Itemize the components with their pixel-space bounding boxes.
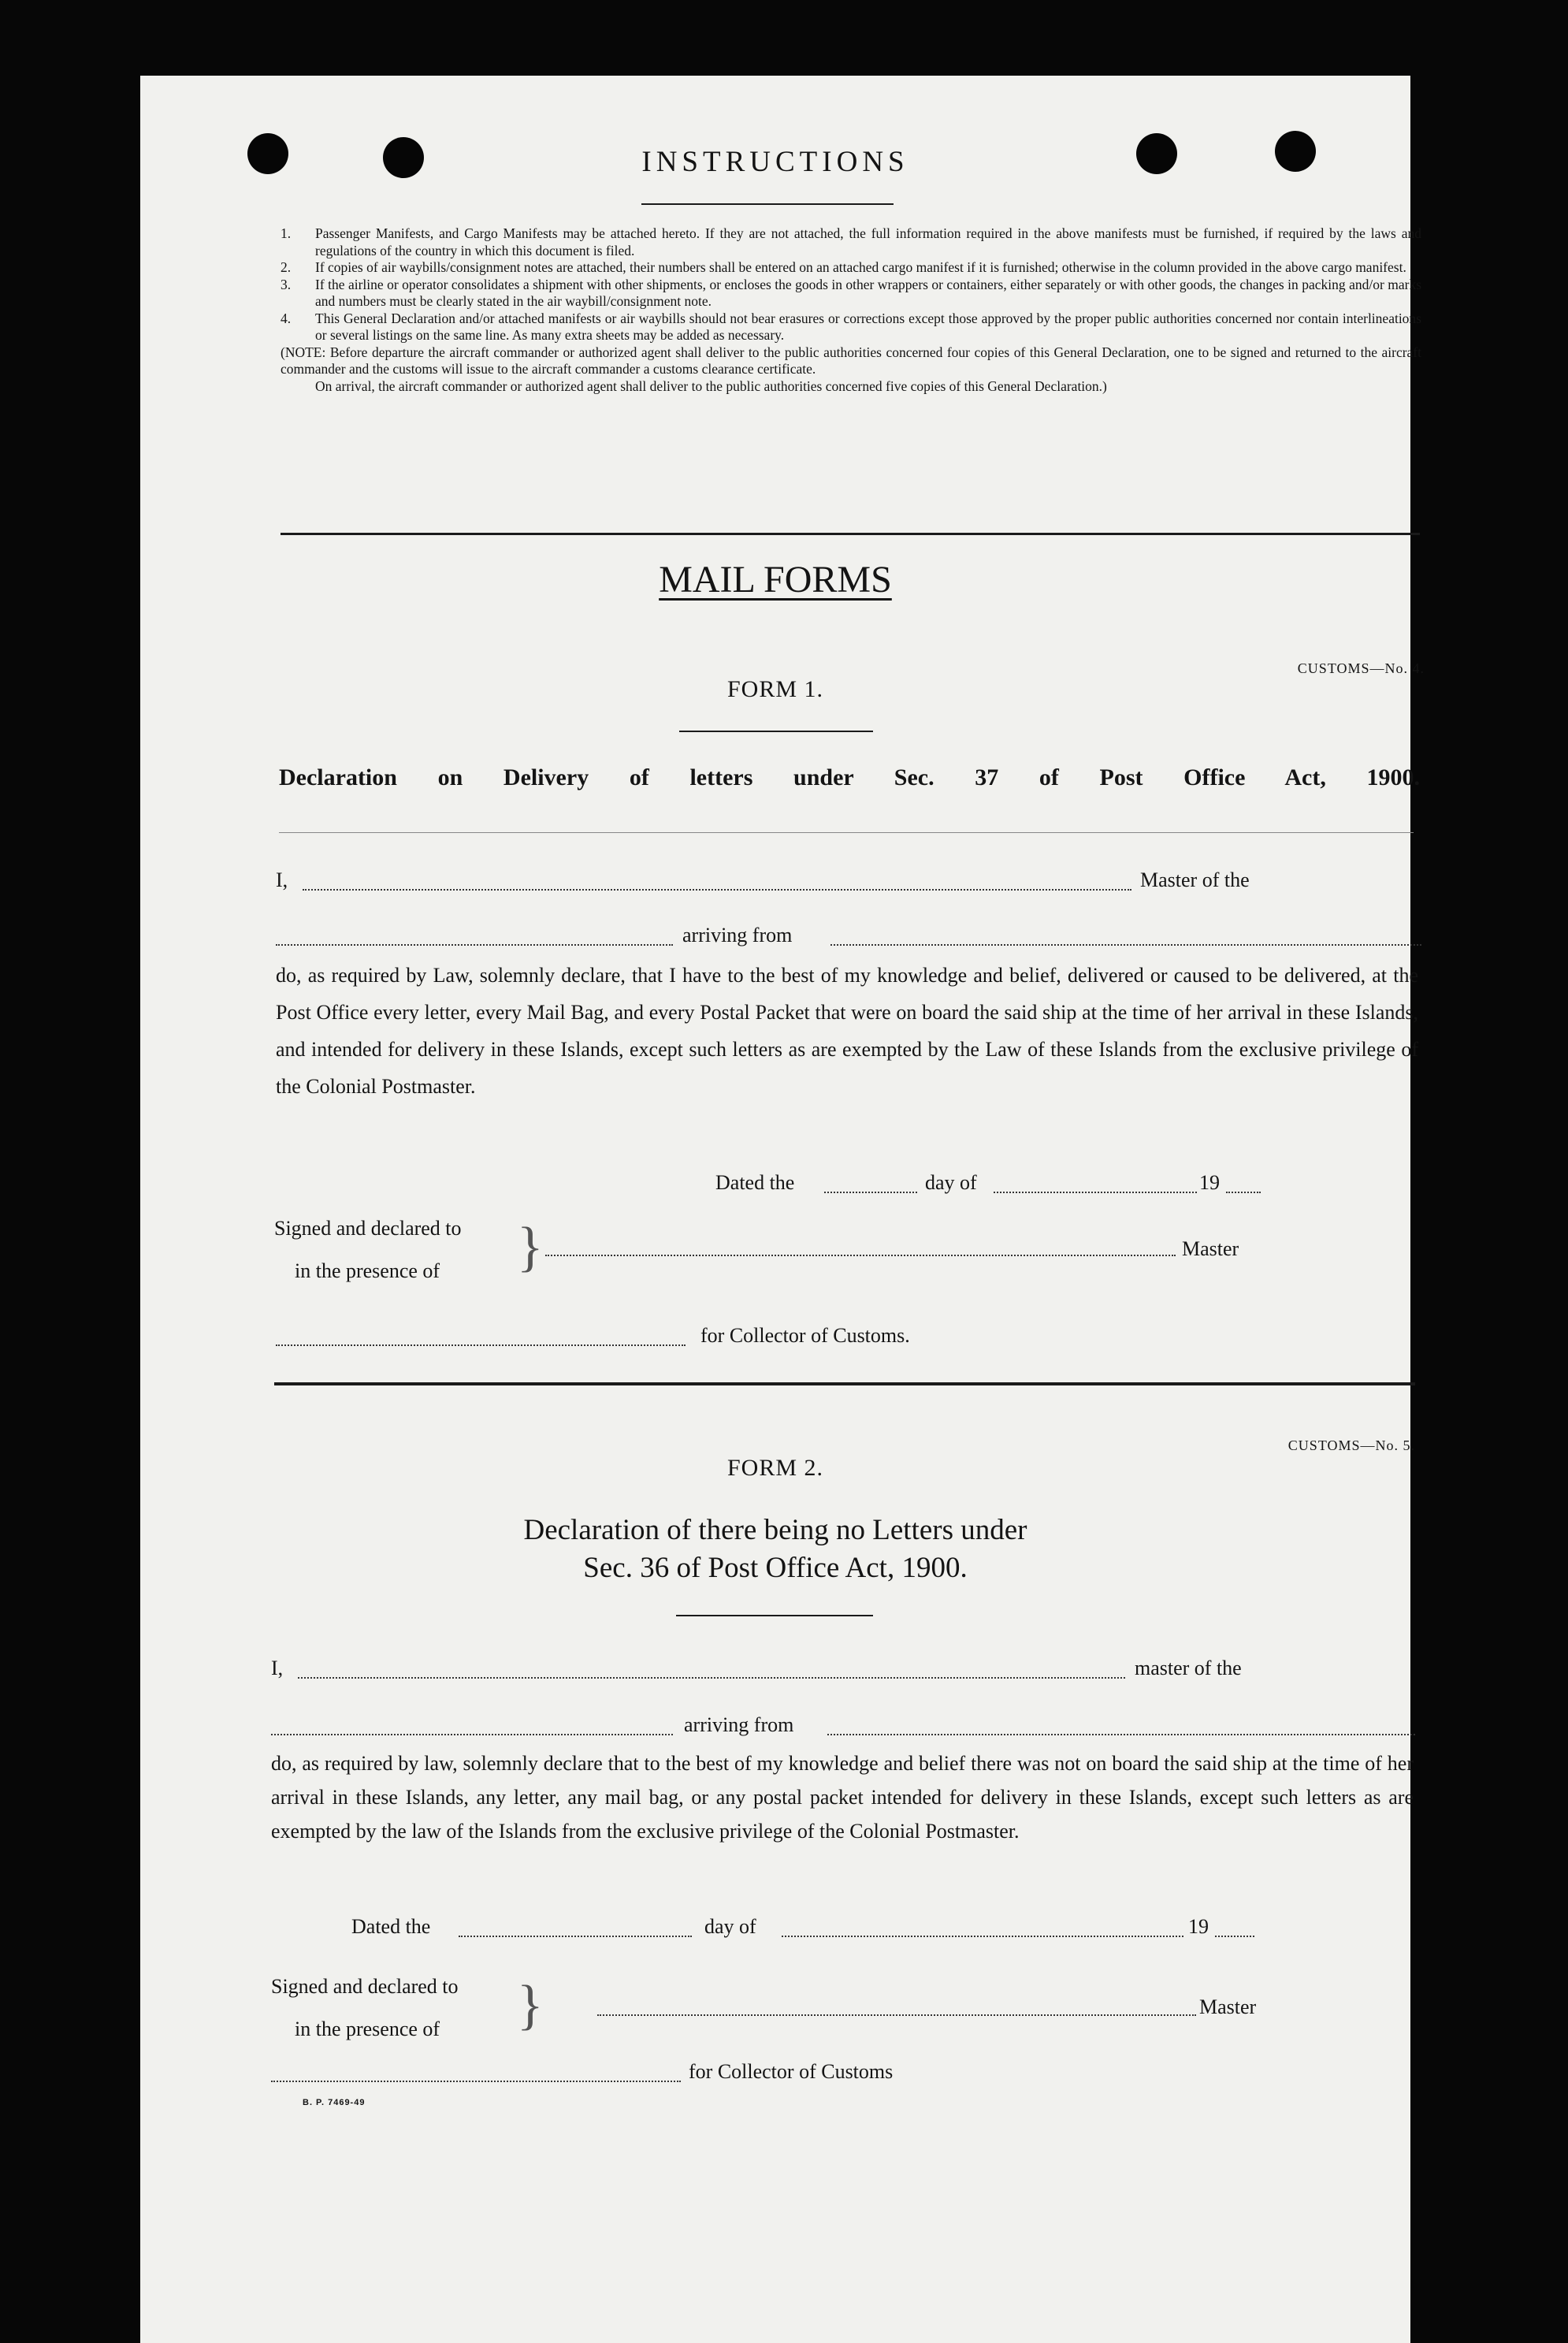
form2-master-signature-field[interactable] (597, 2014, 1196, 2016)
form1-title: FORM 1. (726, 676, 824, 702)
form2-title: FORM 2. (726, 1455, 824, 1481)
form2-date-field[interactable] (459, 1936, 692, 1937)
form2-i-label: I, (271, 1657, 284, 1679)
instruction-item (281, 311, 1421, 344)
mail-forms-heading: MAIL FORMS (659, 559, 892, 601)
form1-vessel-field[interactable] (276, 944, 673, 946)
form2-collector-label: for Collector of Customs (689, 2060, 894, 2083)
brace-icon: } (517, 1975, 544, 2036)
form1-title-underline (679, 731, 873, 732)
instruction-item (281, 225, 1421, 259)
form1-day-of: day of (925, 1171, 977, 1194)
form1-master-label: Master (1182, 1237, 1239, 1260)
form1-signed-line2: in the presence of (295, 1259, 440, 1282)
form1-master-signature-field[interactable] (545, 1255, 1176, 1256)
form2-signed-line1: Signed and declared to (271, 1975, 459, 1998)
instructions-title: INSTRUCTIONS (641, 146, 909, 178)
form1-declaration: Declaration on Delivery of letters under Sec. 37 of Post Office Act, 1900. (279, 764, 1420, 790)
instruction-text: This General Declaration and/or attached manifests or air waybills should not bear erasures or corrections except those approved by the proper public authorities concerned nor contain interlineations or several listings on the same line. As many extra sheets may be added as necessary. (315, 310, 1421, 343)
form2-arriving-from-field[interactable] (827, 1734, 1415, 1735)
instructions-list (281, 225, 1421, 395)
instruction-text: If copies of air waybills/consignment notes are attached, their numbers shall be entered on an attached cargo manifest if it is furnished; otherwise in the column provided in the above cargo manifest. (315, 259, 1406, 275)
form2-ship-name-field[interactable] (298, 1677, 1125, 1679)
form1-master-of-the: Master of the (1140, 868, 1250, 891)
form1-body: do, as required by Law, solemnly declare, that I have to the best of my knowledge and belief, delivered or caused to be delivered, at the Post Office every letter, every Mail Bag, and every Postal Packet that were on board the said ship at the time of her arrival in these Islands, and intended for delivery in these Islands, except such letters as are exempted by the Law of these Islands from the exclusive privilege of the Colonial Postmaster. (276, 964, 1418, 1098)
form1-collector-label: for Collector of Customs. (700, 1324, 910, 1347)
form2-declaration-line1: Declaration of there being no Letters under (523, 1514, 1027, 1546)
section-divider (281, 533, 1420, 535)
form1-dated-the: Dated the (715, 1171, 795, 1194)
form2-vessel-field[interactable] (271, 1734, 673, 1735)
form1-year-field[interactable] (1226, 1192, 1261, 1193)
form1-i-label: I, (276, 868, 288, 891)
form2-collector-field[interactable] (271, 2081, 681, 2082)
form1-ship-name-field[interactable] (303, 889, 1131, 891)
form2-body: do, as required by law, solemnly declare that to the best of my knowledge and belief there was not on board the said ship at the time of her arrival in these Islands, any letter, any mail bag, or any postal packet intended for delivery in these Islands, except such letters as are exempted by the law of the Islands from the exclusive privilege of the Colonial Postmaster. (271, 1752, 1414, 1843)
form1-arriving-from-field[interactable] (830, 944, 1421, 946)
form2-title-underline (676, 1615, 873, 1616)
form1-signed-line1: Signed and declared to (274, 1217, 462, 1240)
form2-year-prefix: 19 (1188, 1915, 1209, 1938)
instruction-number: 1. (281, 225, 292, 241)
form2-day-of: day of (704, 1915, 756, 1938)
form2-declaration-line2: Sec. 36 of Post Office Act, 1900. (583, 1552, 968, 1584)
form1-customs-number: CUSTOMS—No. 4. (1297, 660, 1425, 676)
print-code: B. P. 7469-49 (303, 2098, 366, 2107)
form2-master-of-the: master of the (1135, 1657, 1242, 1679)
instruction-note: (NOTE: Before departure the aircraft commander or authorized agent shall deliver to the public authorities concerned four copies of this General Declaration, one to be signed and returned to the aircraft commander and the customs will issue to the aircraft commander a customs clearance certificate. (281, 344, 1421, 377)
form1-arriving-from: arriving from (682, 924, 793, 946)
form2-year-field[interactable] (1215, 1936, 1254, 1937)
instruction-number: 4. (281, 310, 292, 326)
instruction-number: 3. (281, 276, 292, 292)
form2-signed-line2: in the presence of (295, 2018, 440, 2040)
form1-year-prefix: 19 (1199, 1171, 1220, 1194)
instruction-item (281, 259, 1421, 277)
instruction-item (281, 277, 1421, 311)
form2-customs-number: CUSTOMS—No. 5. (1287, 1437, 1415, 1453)
form1-date-field[interactable] (824, 1192, 917, 1193)
instruction-text: Passenger Manifests, and Cargo Manifests may be attached hereto. If they are not attached, the full information required in the above manifests must be furnished, if required by the laws and regulations of the country in which this document is filed. (315, 225, 1421, 258)
form2-master-label: Master (1199, 1995, 1257, 2018)
form1-rule (279, 832, 1414, 833)
form2-arriving-from: arriving from (684, 1713, 794, 1736)
instructions-underline (641, 203, 894, 205)
form-sheet (140, 76, 1425, 2343)
brace-icon: } (517, 1217, 544, 1277)
form1-month-field[interactable] (994, 1192, 1197, 1193)
instruction-number: 2. (281, 259, 292, 275)
form2-month-field[interactable] (782, 1936, 1183, 1937)
form1-collector-field[interactable] (276, 1344, 686, 1346)
form-divider (274, 1382, 1415, 1385)
instruction-text: If the airline or operator consolidates a shipment with other shipments, or encloses the goods in other wrappers or containers, either separately or with other goods, the changes in packing and/or marks and numbers must be clearly stated in the air waybill/consignment note. (315, 276, 1421, 309)
form2-dated-the: Dated the (351, 1915, 431, 1938)
instruction-note-arrival: On arrival, the aircraft commander or authorized agent shall deliver to the public authorities concerned five copies of this General Declaration.) (315, 377, 1107, 394)
